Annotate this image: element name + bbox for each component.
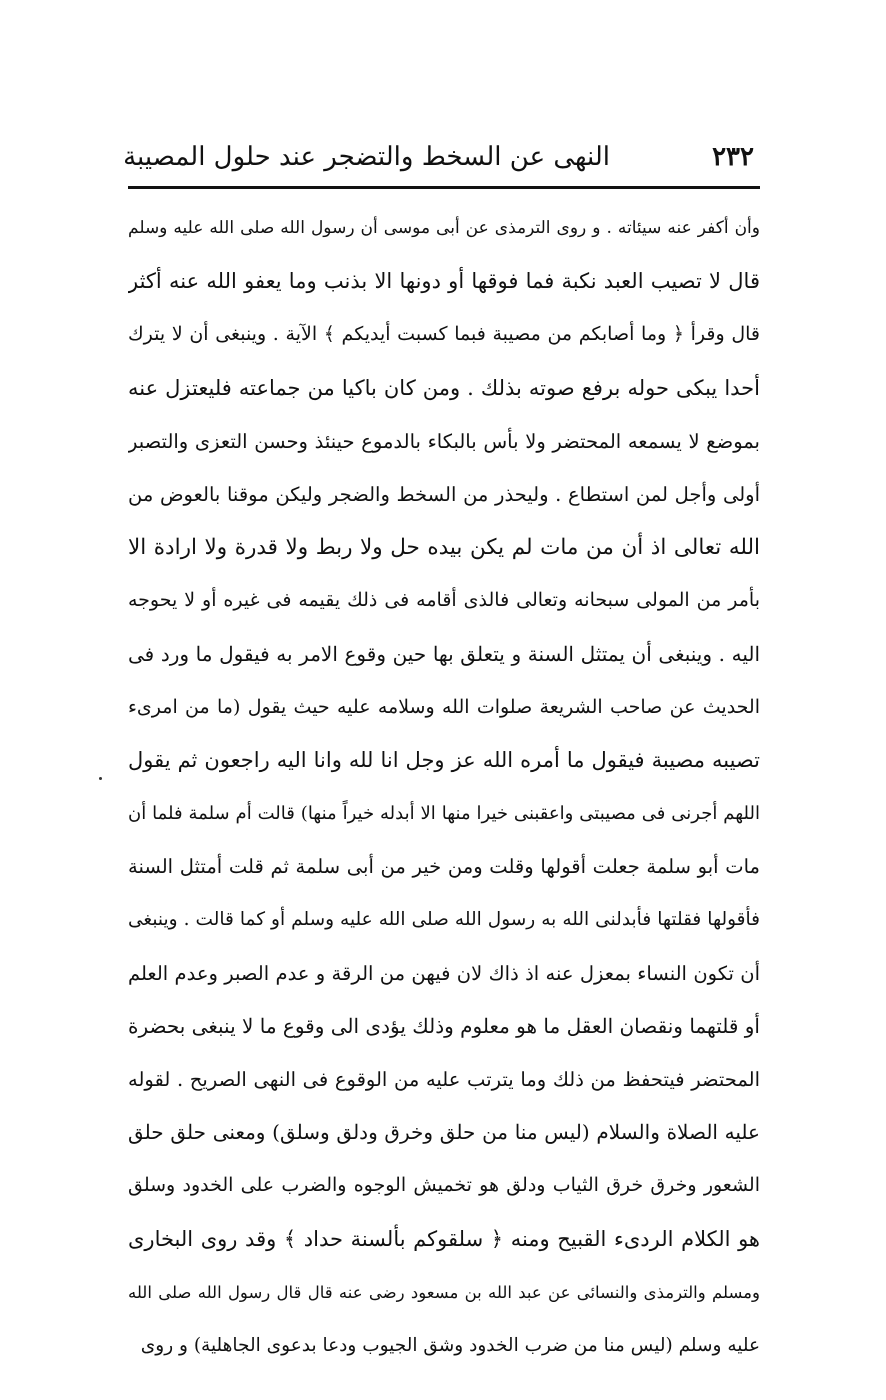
text-line: المحتضر فيتحفظ من ذلك وما يترتب عليه من الوقوع فى النهى الصريح . لقوله — [128, 1068, 760, 1091]
text-line: عليه الصلاة والسلام (ليس منا من حلق وخرق ودلق وسلق) ومعنى حلق حلق — [128, 1120, 760, 1145]
text-line: مات أبو سلمة جعلت أقولها وقلت ومن خير من أبى سلمة ثم قلت أمتثل السنة — [128, 855, 760, 879]
header-rule — [128, 186, 760, 189]
text-line: أحدا يبكى حوله برفع صوته بذلك . ومن كان باكيا من جماعته فليعتزل عنه — [128, 375, 760, 400]
text-line: بأمر من المولى سبحانه وتعالى فالذى أقامه فى ذلك يقيمه فى غيره أو لا يحوجه — [128, 589, 760, 612]
page-header — [123, 138, 760, 184]
text-line: الله تعالى اذ أن من مات لم يكن بيده حل ولا ربط ولا قدرة ولا ارادة الا — [128, 535, 760, 561]
text-line: اليه . وينبغى أن يمتثل السنة و يتعلق بها حين وقوع الامر به فيقول ما ورد فى — [128, 641, 760, 666]
stray-ink-dot — [99, 777, 102, 780]
text-line: وأن أكفر عنه سيئاته . و روى الترمذى عن أبى موسى أن رسول الله صلى الله عليه وسلم — [128, 218, 760, 238]
body-text — [128, 202, 760, 1372]
text-line: اللهم أجرنى فى مصيبتى واعقبنى خيرا منها الا أبدله خيراً منها) قالت أم سلمة فلما أن — [128, 803, 760, 825]
text-line: أولى وأجل لمن استطاع . وليحذر من السخط والضجر وليكن موقنا بالعوض من — [128, 482, 760, 506]
text-line: تصيبه مصيبة فيقول ما أمره الله عز وجل انا لله وانا اليه راجعون ثم يقول — [128, 747, 760, 772]
page-number: ٢٣٢ — [712, 142, 754, 172]
text-line: هو الكلام الردىء القبيح ومنه ﴿ سلقوكم بألسنة حداد ﴾ وقد روى البخارى — [128, 1226, 760, 1251]
text-line: قال لا تصيب العبد نكبة فما فوقها أو دونها الا بذنب وما يعفو الله عنه أكثر — [128, 269, 760, 294]
text-line: أن تكون النساء بمعزل عنه اذ ذاك لان فيهن من الرقة و عدم الصبر وعدم العلم — [128, 961, 760, 985]
text-line: قال وقرأ ﴿ وما أصابكم من مصيبة فبما كسبت أيديكم ﴾ الآية . وينبغى أن لا يترك — [128, 323, 760, 346]
text-line: عليه وسلم (ليس منا من ضرب الخدود وشق الجيوب ودعا بدعوى الجاهلية) و روى — [140, 1334, 760, 1356]
text-line: فأقولها فقلتها فأبدلنى الله به رسول الله صلى الله عليه وسلم أو كما قالت . وينبغى — [128, 909, 760, 931]
text-line: أو قلتهما ونقصان العقل ما هو معلوم وذلك يؤدى الى وقوع ما لا ينبغى بحضرة — [128, 1013, 760, 1038]
text-line: الشعور وخرق خرق الثياب ودلق هو تخميش الوجوه والضرب على الخدود وسلق — [128, 1174, 760, 1197]
text-line: بموضع لا يسمعه المحتضر ولا بأس بالبكاء بالدموع حينئذ وحسن التعزى والتصبر — [128, 429, 760, 453]
text-line: ومسلم والترمذى والنسائى عن عبد الله بن مسعود رضى عنه قال قال رسول الله صلى الله — [128, 1282, 760, 1302]
text-line: الحديث عن صاحب الشريعة صلوات الله وسلامه عليه حيث يقول (ما من امرىء — [128, 695, 760, 718]
running-title: النهى عن السخط والتضجر عند حلول المصيبة — [123, 142, 610, 172]
